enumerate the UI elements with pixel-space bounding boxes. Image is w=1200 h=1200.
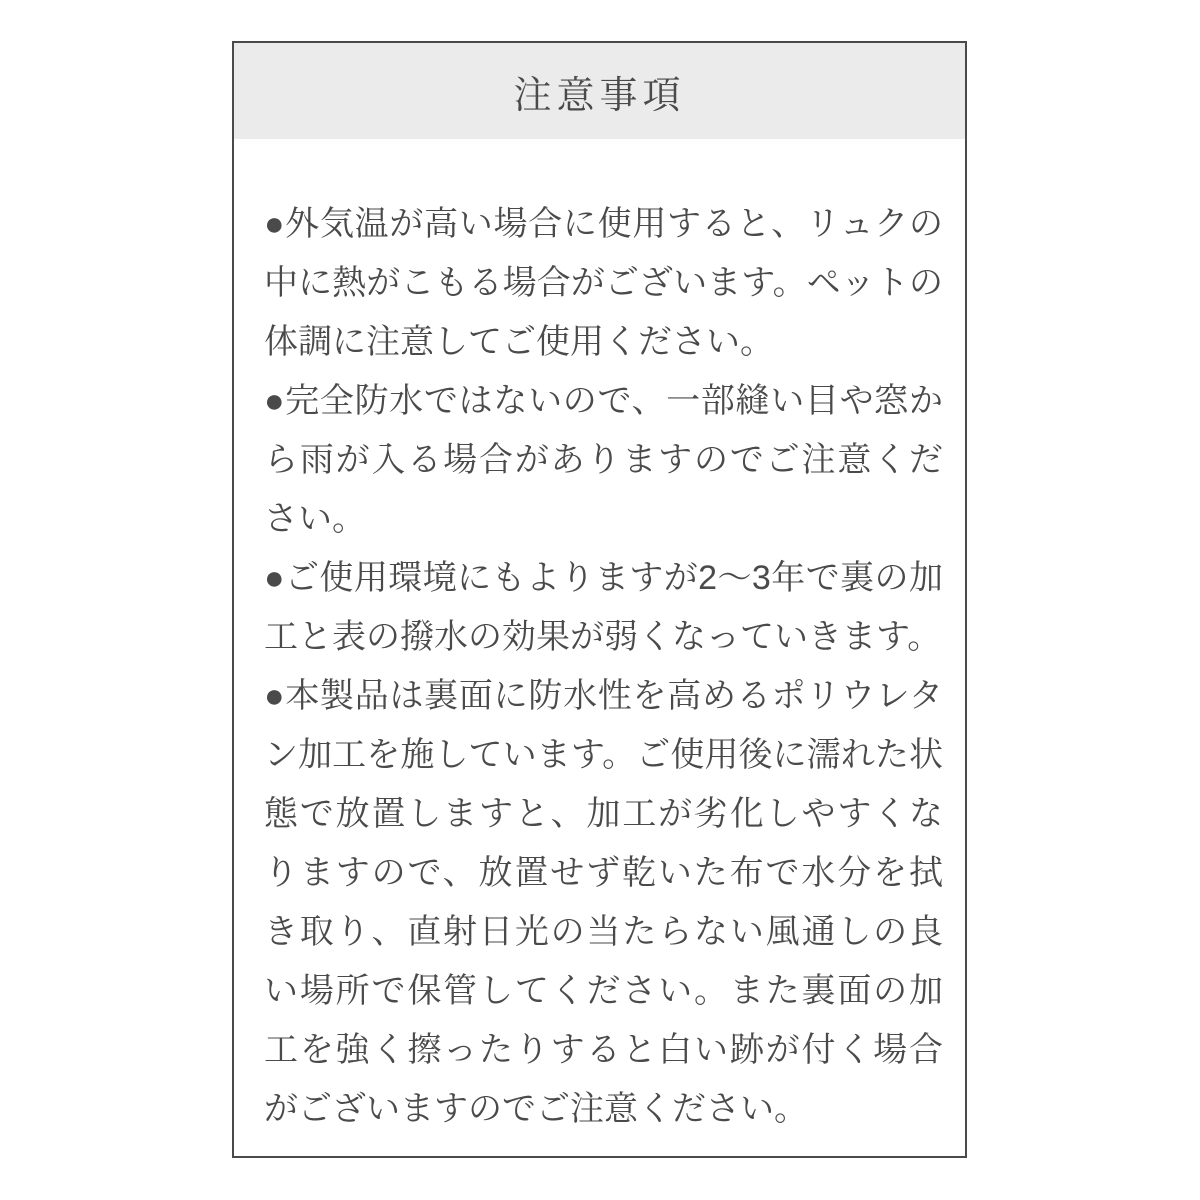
notice-body bbox=[234, 139, 965, 1139]
notice-paragraph-coating-lifespan: ●ご使用環境にもよりますが2〜3年で裏の加工と表の撥水の効果が弱くなっていきます。 bbox=[264, 559, 943, 656]
notice-box bbox=[232, 41, 967, 1158]
notice-paragraph-waterproof-warning: ●完全防水ではないので、一部縫い目や窓から雨が入る場合がありますのでご注意ください。 bbox=[264, 382, 943, 538]
notice-paragraph-heat-warning: ●外気温が高い場合に使用すると、リュクの中に熱がこもる場合がございます。ペットの体調に注意してご使用ください。 bbox=[264, 205, 943, 361]
notice-title: 注意事項 bbox=[234, 43, 965, 139]
notice-paragraph-care-instructions: ●本製品は裏面に防水性を高めるポリウレタン加工を施しています。ご使用後に濡れた状態で放置しますと、加工が劣化しやすくなりますので、放置せず乾いた布で水分を拭き取り、直射日光の当たらない風通しの良い場所で保管してください。また裏面の加工を強く擦ったりすると白い跡が付く場合がございますのでご注意ください。 bbox=[264, 677, 943, 1128]
